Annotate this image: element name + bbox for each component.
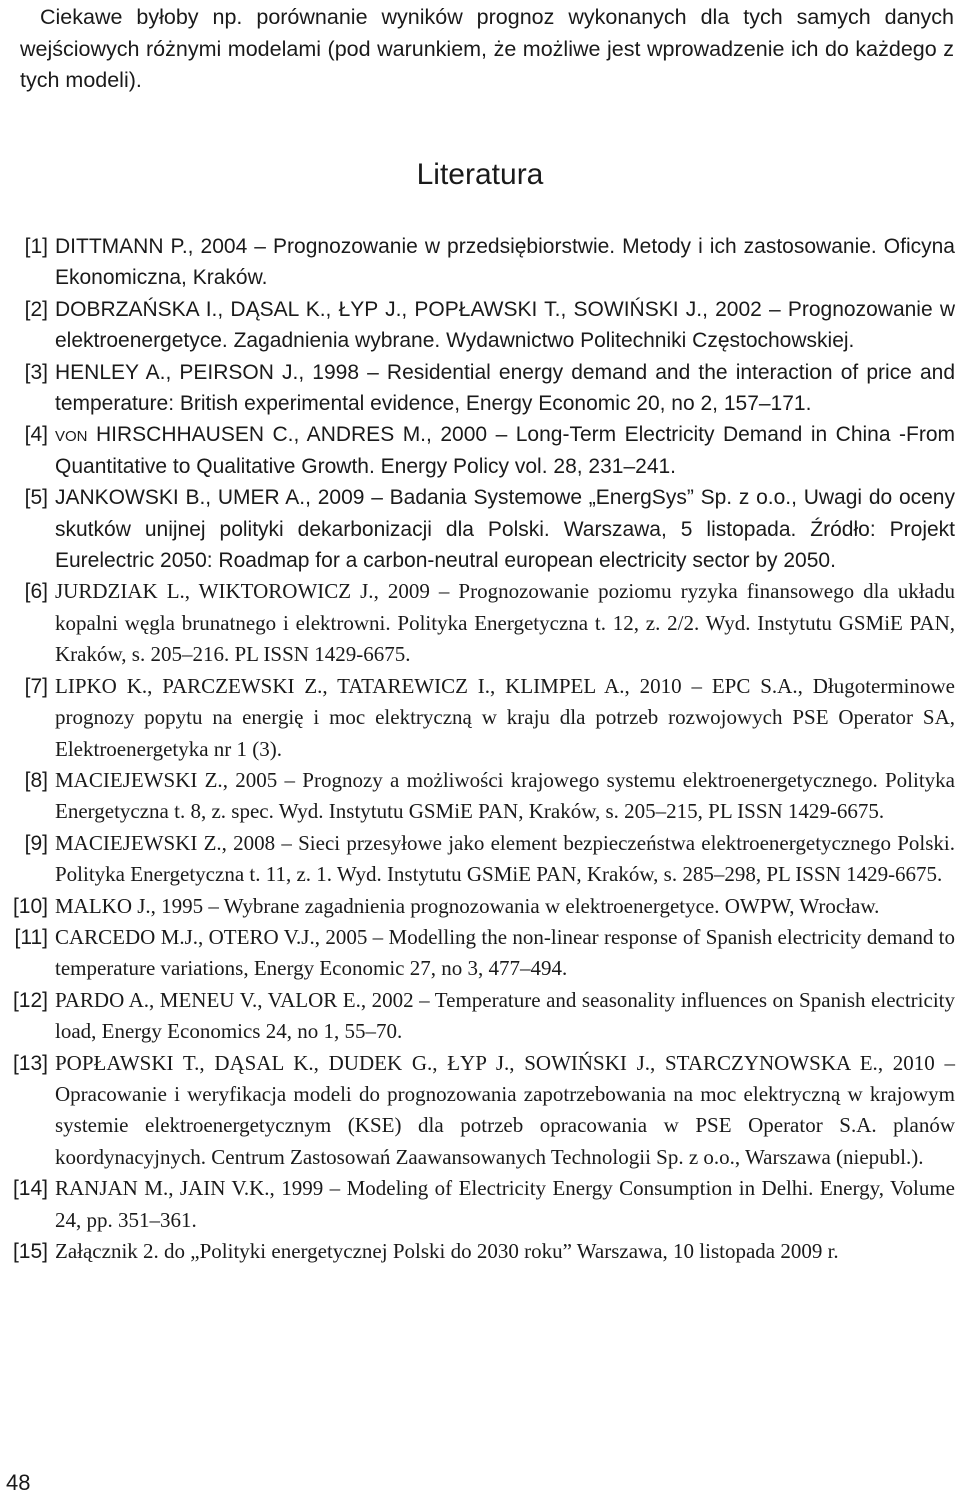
reference-body <box>55 231 955 294</box>
reference-item-10 <box>0 891 960 922</box>
reference-item-9 <box>0 828 960 891</box>
reference-item-6 <box>0 576 960 670</box>
reference-authors: POPŁAWSKI T., DĄSAL K., DUDEK G., ŁYP J., SOWIŃSKI J., STARCZYNOWSKA E. <box>55 1050 878 1075</box>
reference-number: [14] <box>12 1177 48 1201</box>
reference-number: [13] <box>12 1051 48 1075</box>
reference-authors: MACIEJEWSKI Z. <box>55 830 222 855</box>
section-heading: Literatura <box>416 158 544 191</box>
reference-body <box>55 985 955 1048</box>
reference-item-8 <box>0 765 960 828</box>
reference-authors: RANJAN M., JAIN V.K. <box>55 1176 270 1201</box>
reference-number: [5] <box>24 486 48 510</box>
reference-item-5 <box>0 482 960 576</box>
reference-number: [10] <box>12 894 48 918</box>
reference-body <box>55 922 955 985</box>
reference-item-3 <box>0 357 960 420</box>
reference-text: , 1998 – Residential energy demand and the interaction of price and temperature: British experimental evidence, Energy Economic 20, no 2, 157–171. <box>55 360 955 416</box>
page-number: 48 <box>6 1470 31 1495</box>
reference-text: , 2002 – Prognozowanie w elektroenergetyce. Zagadnienia wybrane. Wydawnictwo Politechniki Częstochowskiej. <box>55 297 956 353</box>
reference-item-4 <box>0 419 960 482</box>
reference-item-1 <box>0 231 960 294</box>
reference-item-12 <box>0 985 960 1048</box>
reference-text: , 2009 – Badania Systemowe „EnergSys” Sp. z o.o., Uwagi do oceny skutków unijnej polityki dekarbonizacji dla Polski. Warszawa, 5 listopada. Źródło: Projekt Eurelectric 2050: Roadmap for a carbon-neutral european electricity sector by 2050. <box>55 486 955 573</box>
reference-authors: JURDZIAK L., WIKTOROWICZ J. <box>55 579 374 604</box>
reference-authors: MALKO J. <box>55 893 151 918</box>
reference-body <box>55 671 955 765</box>
reference-text: , 2004 – Prognozowanie w przedsiębiorstwie. Metody i ich zastosowanie. Oficyna Ekonomiczna, Kraków. <box>55 235 955 290</box>
reference-authors: DITTMANN P. <box>55 235 188 258</box>
reference-number: [2] <box>24 297 48 321</box>
reference-authors: HENLEY A., PEIRSON J. <box>55 360 299 384</box>
reference-authors: LIPKO K., PARCZEWSKI Z., TATAREWICZ I., KLIMPEL A. <box>55 673 625 698</box>
reference-item-2 <box>0 294 960 357</box>
reference-body <box>55 1048 955 1174</box>
reference-authors: von HIRSCHHAUSEN C., ANDRES M. <box>55 423 427 447</box>
reference-number: [15] <box>12 1240 48 1263</box>
reference-number: [4] <box>24 423 48 447</box>
reference-authors: JANKOWSKI B., UMER A. <box>55 486 306 510</box>
reference-authors: DOBRZAŃSKA I., DĄSAL K., ŁYP J., POPŁAWSKI T., SOWIŃSKI J. <box>55 297 703 321</box>
reference-number: [1] <box>24 235 48 258</box>
reference-body <box>55 482 955 576</box>
reference-item-11 <box>0 922 960 985</box>
reference-text: , 2005 – Prognozy a możliwości krajowego systemu elektroenergetycznego. Polityka Energetyczna t. 8, z. spec. Wyd. Instytutu GSMiE PAN, Kraków, s. 205–215, PL ISSN 1429-6675. <box>55 767 955 824</box>
reference-body <box>55 1236 955 1267</box>
reference-text: , 2002 – Temperature and seasonality influences on Spanish electricity load, Energy Economics 24, no 1, 55–70. <box>55 987 955 1044</box>
reference-text: , 2010 – Opracowanie i weryfikacja modeli do prognozowania zapotrzebowania na moc elektryczną w krajowym systemie elektroenergetycznym (KSE) dla potrzeb opracowania w PSE Operator S.A. planów koordynacyjnych. Centrum Zastosowań Zaawansowanych Technologii Sp. z o.o., Warszawa (niepubl.). <box>55 1050 955 1169</box>
reference-item-14 <box>0 1173 960 1236</box>
reference-text: , 1995 – Wybrane zagadnienia prognozowania w elektroenergetyce. OWPW, Wrocław. <box>150 893 880 918</box>
reference-body <box>55 419 955 482</box>
reference-number: [6] <box>24 580 48 604</box>
reference-item-15 <box>0 1236 960 1267</box>
reference-number: [11] <box>14 925 48 949</box>
reference-text: , 2010 – EPC S.A., Długoterminowe prognozy popytu na energię i moc elektryczną w kraju dla potrzeb rozwojowych PSE Operator SA, Elektroenergetyka nr 1 (3). <box>55 673 955 761</box>
reference-number: [3] <box>24 360 48 384</box>
reference-body <box>55 1173 955 1236</box>
reference-authors: CARCEDO M.J., OTERO V.J. <box>55 924 315 949</box>
reference-text: , 1999 – Modeling of Electricity Energy Consumption in Delhi. Energy, Volume 24, pp. 351–361. <box>55 1176 955 1232</box>
reference-number: [9] <box>24 831 48 855</box>
reference-body <box>55 765 955 828</box>
reference-body <box>55 294 955 357</box>
reference-authors: PARDO A., MENEU V., VALOR E. <box>55 987 361 1012</box>
reference-number: [12] <box>12 988 48 1012</box>
reference-text: , 2009 – Prognozowanie poziomu ryzyka finansowego dla układu kopalni węgla brunatnego i elektrowni. Polityka Energetyczna t. 12, z. 2/2. Wyd. Instytutu GSMiE PAN, Kraków, s. 205–216. PL ISSN 1429-6675. <box>55 579 955 667</box>
reference-number: [8] <box>24 768 48 792</box>
reference-text: , 2000 – Long-Term Electricity Demand in China -From Quantitative to Qualitative Growth. Energy Policy vol. 28, 231–241. <box>55 423 956 478</box>
reference-body <box>55 357 955 420</box>
reference-body <box>55 828 955 891</box>
reference-body <box>55 576 955 670</box>
reference-authors: MACIEJEWSKI Z. <box>55 767 223 792</box>
reference-text: , 2005 – Modelling the non-linear response of Spanish electricity demand to temperature variations, Energy Economic 27, no 3, 477–494. <box>55 924 956 981</box>
reference-item-7 <box>0 671 960 765</box>
reference-text: , 2008 – Sieci przesyłowe jako element bezpieczeństwa elektroenergetycznego Polski. Polityka Energetyczna t. 11, z. 1. Wyd. Instytutu GSMiE PAN, Kraków, s. 285–298, PL ISSN 1429-6675. <box>55 830 955 887</box>
reference-item-13 <box>0 1048 960 1174</box>
intro-paragraph: Ciekawe byłoby np. porównanie wyników prognoz wykonanych dla tych samych danych wejściowych różnymi modelami (pod warunkiem, że możliwe jest wprowadzenie ich do każdego z tych modeli). <box>20 5 954 92</box>
reference-body <box>55 891 955 922</box>
reference-number: [7] <box>24 674 48 698</box>
reference-list <box>0 231 960 1267</box>
reference-text: Załącznik 2. do „Polityki energetycznej Polski do 2030 roku” Warszawa, 10 listopada 2009 r. <box>55 1239 839 1263</box>
